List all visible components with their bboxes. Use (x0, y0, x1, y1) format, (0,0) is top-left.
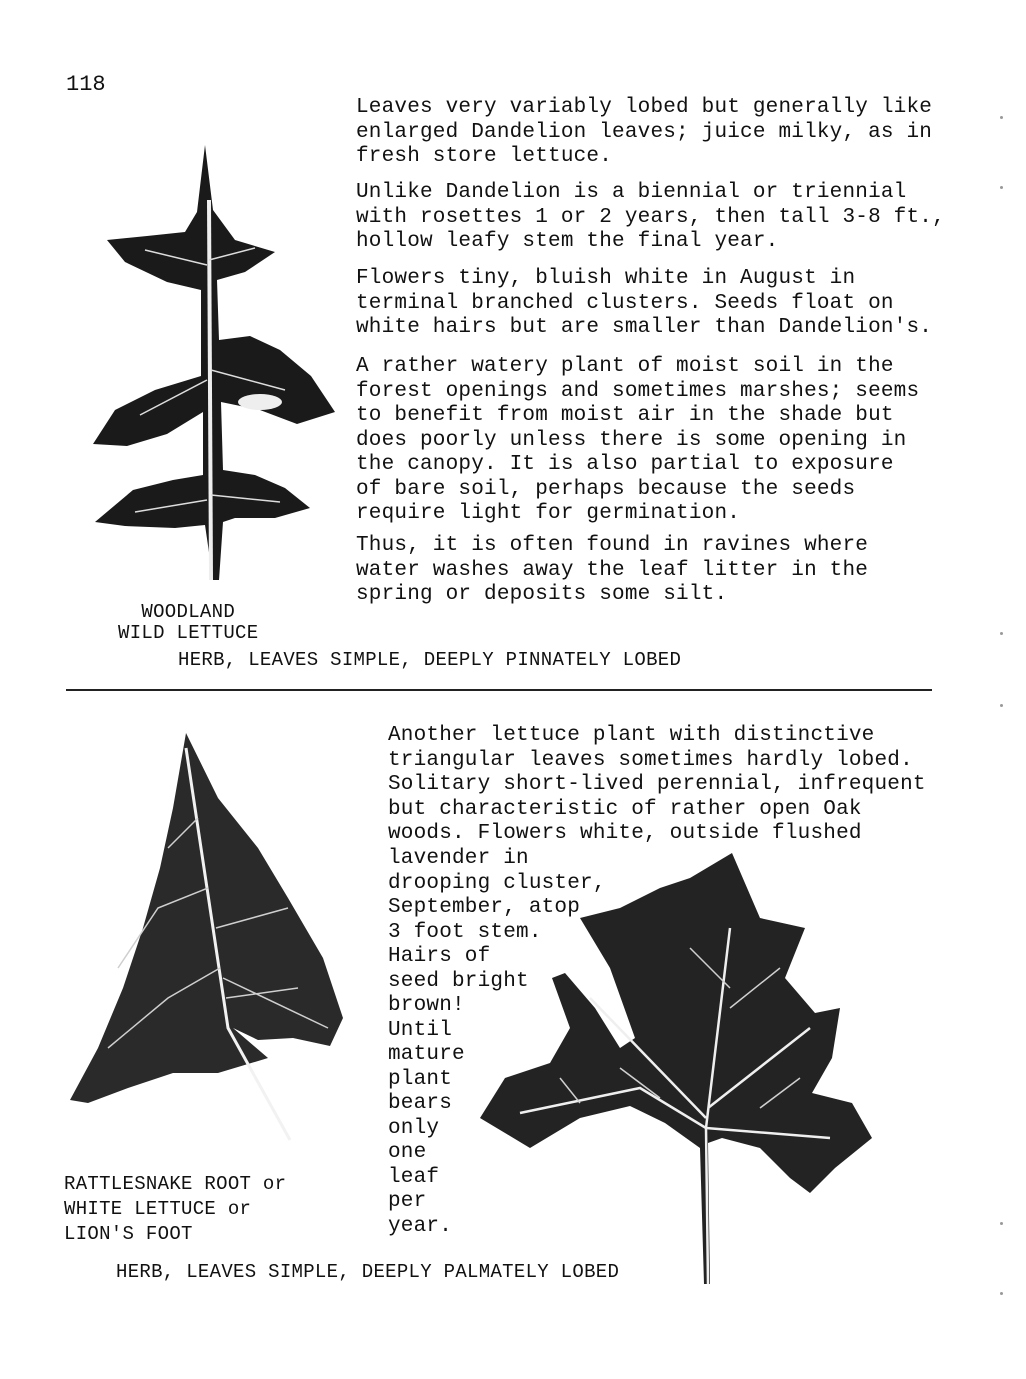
description-rattlesnake-root-narrow: lavender in drooping cluster, September, atop 3 foot stem. Hairs of seed bright brown! Until mature plant bears only one leaf per year. (388, 847, 606, 1238)
rattlesnake-root-triangular-leaf-print (68, 728, 368, 1148)
scan-speck (1000, 1222, 1003, 1225)
description-paragraph-4: A rather watery plant of moist soil in the forest openings and sometimes marshes; seems to benefit from moist air in the shade but does poorly unless there is some opening in the canopy. It is also partial to exposure of bare soil, perhaps because the seeds require light for germination. (356, 355, 920, 525)
scan-speck (1000, 704, 1003, 707)
scan-speck (1000, 116, 1003, 119)
rattlesnake-root-palmate-leaf-print (460, 848, 880, 1288)
plant-name-rattlesnake-root: RATTLESNAKE ROOT or WHITE LETTUCE or LION'S FOOT (64, 1173, 287, 1245)
description-paragraph-3: Flowers tiny, bluish white in August in terminal branched clusters. Seeds float on white hairs but are smaller than Dandelion's. (356, 267, 933, 339)
classification-pinnately-lobed: HERB, LEAVES SIMPLE, DEEPLY PINNATELY LOBED (178, 649, 682, 671)
section-divider (66, 689, 932, 691)
scan-speck (1000, 186, 1003, 189)
classification-palmately-lobed: HERB, LEAVES SIMPLE, DEEPLY PALMATELY LOBED (116, 1261, 620, 1283)
scan-speck (1000, 632, 1003, 635)
description-paragraph-1: Leaves very variably lobed but generally like enlarged Dandelion leaves; juice milky, as in fresh store lettuce. (356, 96, 933, 168)
plant-name-woodland-wild-lettuce: WOODLAND WILD LETTUCE (118, 601, 259, 644)
description-paragraph-5: Thus, it is often found in ravines where water washes away the leaf litter in the spring or deposits some silt. (356, 534, 869, 606)
description-rattlesnake-root: Another lettuce plant with distinctive triangular leaves sometimes hardly lobed. Solitary short-lived perennial, infrequent but characteristic of rather open Oak woods. Flowers white, outside flushed (388, 724, 926, 845)
description-paragraph-2: Unlike Dandelion is a biennial or triennial with rosettes 1 or 2 years, then tall 3-8 ft., hollow leafy stem the final year. (356, 181, 945, 253)
page-number: 118 (66, 72, 106, 97)
woodland-wild-lettuce-leaf-print (85, 140, 345, 590)
scan-speck (1000, 1292, 1003, 1295)
